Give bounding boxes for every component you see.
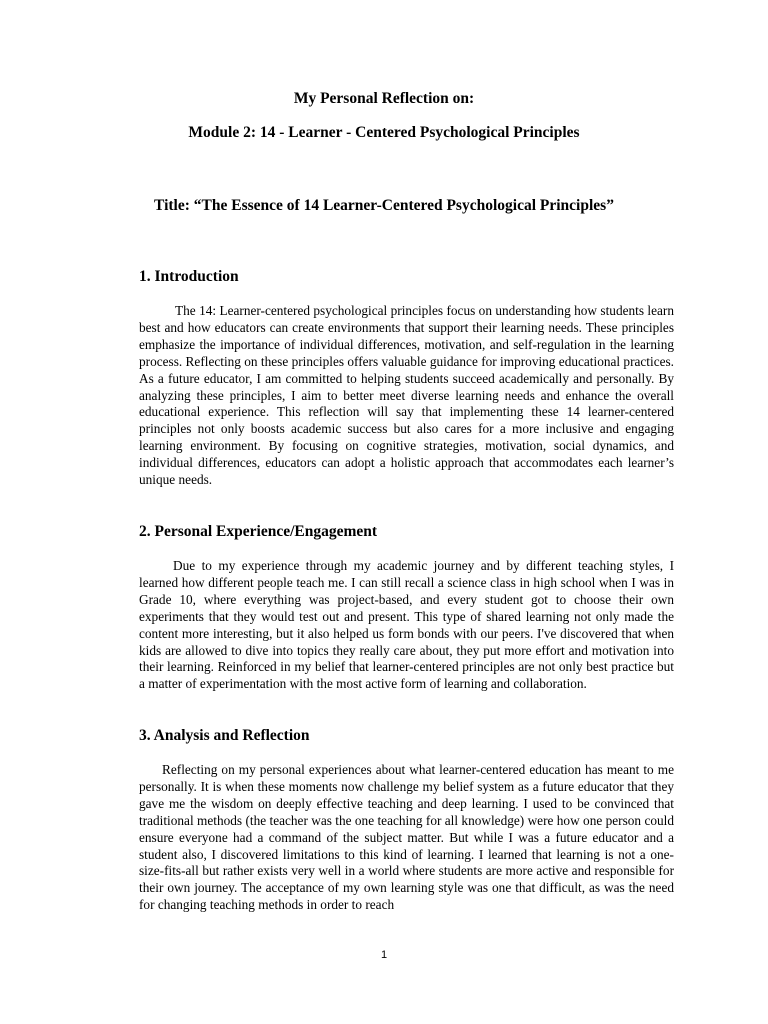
paragraph-text: Reflecting on my personal experiences about what learner-centered education has meant to me personally. It is when these moments now challenge my belief system as a future educator that they gave me the wisdom on deeply effective teaching and deep learning. I used to be convinced that traditional methods (the teacher was the one teaching for all knowledge) were how one person could ensure everyone had a command of the subject matter. But while I was a future educator and a student also, I discovered limitations to this kind of learning. I learned that learning is not a one-size-fits-all but rather exists very well in a world where students are more active and responsible for their own journey. The acceptance of my own learning style was one that difficult, as was the need for changing teaching methods in order to reach: [139, 762, 674, 913]
section-body-analysis: [139, 762, 674, 914]
page-number: 1: [380, 949, 388, 961]
section-heading-analysis: 3. Analysis and Reflection: [139, 727, 310, 744]
paragraph-text: Due to my experience through my academic journey and by different teaching styles, I learned how different people teach me. I can still recall a science class in high school when I was in Grade 10, where everything was project-based, and every student got to choose their own experiments that they would test out and present. This type of shared learning not only made the content more interesting, but it also helped us form bonds with our peers. I've discovered that when kids are allowed to dive into topics they really care about, they put more effort and motivation into their learning. Reinforced in my belief that learner-centered principles are not only best practice but a matter of experimentation with the most active form of learning and collaboration.: [139, 558, 674, 692]
document-title: Title: “The Essence of 14 Learner-Centered Psychological Principles”: [154, 197, 614, 214]
section-body-introduction: [139, 303, 674, 489]
section-heading-introduction: 1. Introduction: [139, 268, 239, 285]
reflection-heading: My Personal Reflection on:: [293, 90, 475, 107]
module-heading: Module 2: 14 - Learner - Centered Psychological Principles: [188, 124, 580, 141]
paragraph-text: The 14: Learner-centered psychological principles focus on understanding how students learn best and how educators can create environments that support their learning needs. These principles emphasize the importance of individual differences, motivation, and self-regulation in the learning process. Reflecting on these principles offers valuable guidance for improving educational practices. As a future educator, I am committed to helping students succeed academically and personally. By analyzing these principles, I aim to better meet diverse learning needs and enhance the overall educational experience. This reflection will say that implementing these 14 learner-centered principles not only boosts academic success but also cares for a more inclusive and engaging learning environment. By focusing on cognitive strategies, motivation, social dynamics, and individual differences, educators can adopt a holistic approach that accommodates each learner’s unique needs.: [139, 303, 674, 488]
section-body-personal-experience: [139, 558, 674, 693]
section-heading-personal-experience: 2. Personal Experience/Engagement: [139, 523, 378, 540]
